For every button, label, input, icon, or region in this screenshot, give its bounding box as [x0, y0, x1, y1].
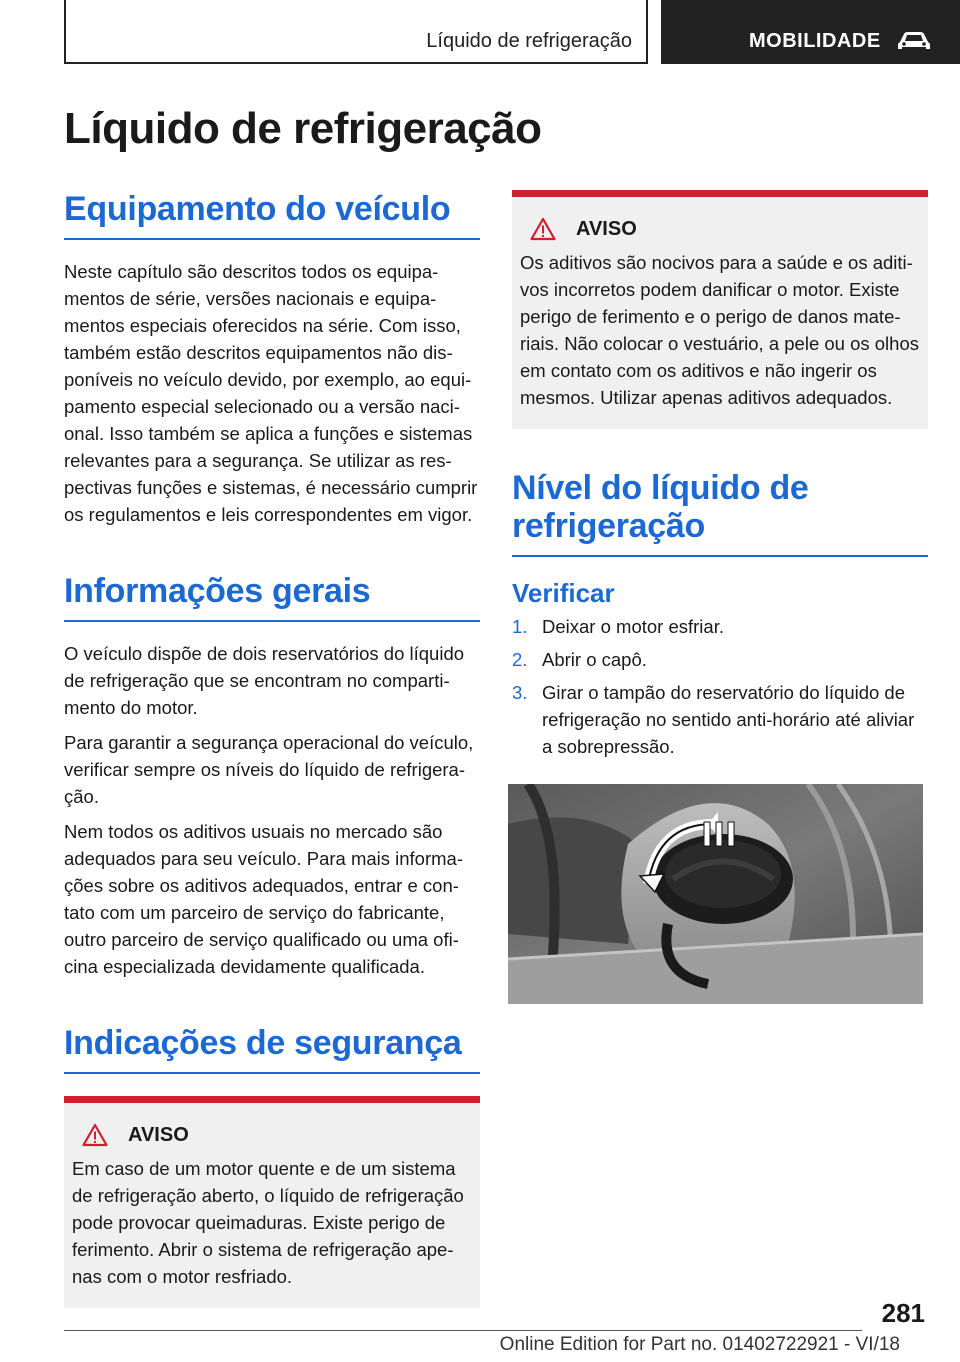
equipment-text: Neste capítulo são descritos todos os equipamentos de série, versões nacionais e equipamentos especiais oferecidos na série. Com isso, também estão descritos equipamentos não disponíveis no veículo devido, por exemplo, ao equipamento especial selecionado ou a versão nacional. Isso também se aplica a funções e sistemas relevantes para a segurança. Se utilizar as respectivas funções e sistemas, é necessário cumprir os regulamentos e leis correspondentes em vigor.: [64, 261, 478, 525]
coolant-cap-illustration: [508, 784, 923, 1004]
section-heading-level: Nível do líquido de refrigeração: [512, 469, 928, 557]
section-heading-general: Informações gerais: [64, 572, 480, 622]
header-section-box: [64, 0, 648, 64]
step-text: Girar o tampão do reservatório do líquido de refrigeração no sentido anti-horário até aliviar a sobrepressão.: [542, 682, 915, 757]
warning-box-additives: [512, 190, 928, 429]
right-column: [512, 190, 928, 766]
page-title: Líquido de refrigeração: [64, 104, 542, 153]
footer-divider: [64, 1330, 862, 1331]
step-item: [512, 679, 928, 760]
general-paragraph-3: Nem todos os aditivos usuais no mercado são adequados para seu veículo. Para mais informações sobre os aditivos adequados, entrar e contato com um parceiro de serviço do fabricante, outro parceiro de serviço qualificado ou uma oficina especializada devidamente qualificada.: [64, 821, 464, 977]
warning-text: Em caso de um motor quente e de um sistema de refrigeração aberto, o líquido de refrigeração pode provocar queimaduras. Existe perigo de ferimento. Abrir o sistema de refrigeração apenas com o motor resfriado.: [72, 1158, 464, 1287]
warning-box-safety: [64, 1096, 480, 1308]
steps-list: [512, 613, 928, 760]
warning-text: Os aditivos são nocivos para a saúde e os aditivos incorretos podem danificar o motor. Existe perigo de ferimento e o perigo de danos materiais. Não colocar o vestuário, a pele ou os olhos em contato com os aditivos e não ingerir os mesmos. Utilizar apenas aditivos adequados.: [520, 252, 919, 408]
step-item: [512, 613, 928, 640]
warning-header: [530, 217, 922, 241]
general-paragraph-1: O veículo dispõe de dois reservatórios do líquido de refrigeração que se encontram no compartimento do motor.: [64, 643, 465, 718]
header-chapter-label: MOBILIDADE: [749, 30, 881, 52]
coolant-reservoir-photo: [508, 784, 923, 1004]
section-heading-safety: Indicações de segurança: [64, 1024, 480, 1074]
subheading-check: Verificar: [512, 578, 615, 608]
step-item: [512, 646, 928, 673]
general-paragraph-2: Para garantir a segurança operacional do veículo, verificar sempre os níveis do líquido de refrigeração.: [64, 732, 474, 807]
warning-title: AVISO: [128, 1123, 189, 1146]
header-section-title: Líquido de refrigeração: [426, 30, 632, 52]
warning-header: [82, 1123, 474, 1147]
car-icon: [897, 30, 931, 52]
step-text: Deixar o motor esfriar.: [542, 616, 724, 637]
step-number: 3.: [512, 682, 528, 703]
warning-triangle-icon: [530, 217, 556, 241]
section-heading-equipment: Equipamento do veículo: [64, 190, 480, 240]
step-text: Abrir o capô.: [542, 649, 647, 670]
step-number: 2.: [512, 649, 528, 670]
warning-title: AVISO: [576, 217, 637, 240]
left-column: [64, 190, 480, 1308]
header-chapter-tab: [661, 0, 960, 64]
warning-triangle-icon: [82, 1123, 108, 1147]
step-number: 1.: [512, 616, 528, 637]
footer-edition: Online Edition for Part no. 01402722921 - VI/18: [499, 1334, 900, 1355]
page-number: 281: [881, 1298, 925, 1328]
